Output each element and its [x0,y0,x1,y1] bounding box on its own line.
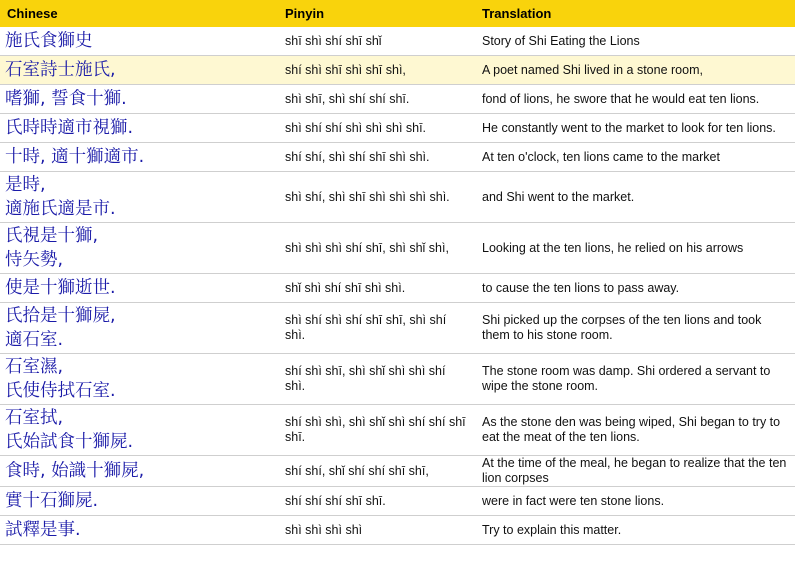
translation-cell: The stone room was damp. Shi ordered a servant to wipe the stone room. [475,354,795,405]
table-row [0,456,795,487]
chinese-cell: 實十石獅屍. [0,487,278,516]
pinyin-cell: shí shì shì, shì shǐ shì shí shí shī shī. [278,405,475,456]
pinyin-cell: shì shì shì shí shī, shì shǐ shì, [278,223,475,274]
translation-cell: Try to explain this matter. [475,516,795,545]
chinese-cell: 是時, 適施氏適是市. [0,172,278,223]
header-chinese: Chinese [0,0,278,27]
chinese-cell: 十時, 適十獅適市. [0,143,278,172]
chinese-cell: 試釋是事. [0,516,278,545]
pinyin-cell: shí shí, shì shí shī shì shì. [278,143,475,172]
table-row [0,274,795,303]
table-row [0,114,795,143]
table-row [0,172,795,223]
table-row [0,303,795,354]
chinese-cell: 石室濕, 氏使侍拭石室. [0,354,278,405]
pinyin-cell: shì shì shì shì [278,516,475,545]
chinese-cell: 食時, 始識十獅屍, [0,456,278,487]
translation-cell: He constantly went to the market to look for ten lions. [475,114,795,143]
pinyin-cell: shì shí shì shí shī shī, shì shí shì. [278,303,475,354]
table-row [0,85,795,114]
chinese-cell: 氏視是十獅, 恃矢勢, [0,223,278,274]
table-row [0,405,795,456]
pinyin-cell: shí shì shī shì shī shì, [278,56,475,85]
pinyin-cell: shí shí, shǐ shí shí shī shī, [278,456,475,487]
chinese-cell: 石室拭, 氏始試食十獅屍. [0,405,278,456]
chinese-cell: 使是十獅逝世. [0,274,278,303]
chinese-cell: 石室詩士施氏, [0,56,278,85]
table-row [0,27,795,56]
pinyin-cell: shí shí shí shī shī. [278,487,475,516]
chinese-cell: 氏拾是十獅屍, 適石室. [0,303,278,354]
translation-cell: As the stone den was being wiped, Shi began to try to eat the meat of the ten lions. [475,405,795,456]
translation-cell: and Shi went to the market. [475,172,795,223]
header-row [0,0,795,27]
header-translation: Translation [475,0,795,27]
translation-cell: Shi picked up the corpses of the ten lions and took them to his stone room. [475,303,795,354]
translation-cell: fond of lions, he swore that he would eat ten lions. [475,85,795,114]
pinyin-cell: shí shì shī, shì shǐ shì shì shí shì. [278,354,475,405]
table-row [0,354,795,405]
translation-cell: were in fact were ten stone lions. [475,487,795,516]
translation-cell: A poet named Shi lived in a stone room, [475,56,795,85]
translation-cell: to cause the ten lions to pass away. [475,274,795,303]
pinyin-cell: shī shì shí shī shǐ [278,27,475,56]
table-row [0,516,795,545]
chinese-cell: 嗜獅, 誓食十獅. [0,85,278,114]
translation-cell: Looking at the ten lions, he relied on his arrows [475,223,795,274]
pinyin-cell: shì shí, shì shī shì shì shì shì. [278,172,475,223]
translation-cell: At the time of the meal, he began to realize that the ten lion corpses [475,456,795,487]
table-row [0,487,795,516]
table-row [0,56,795,85]
pinyin-cell: shì shī, shì shí shí shī. [278,85,475,114]
pinyin-cell: shì shí shí shì shì shì shī. [278,114,475,143]
chinese-cell: 施氏食獅史 [0,27,278,56]
pinyin-cell: shǐ shì shí shī shì shì. [278,274,475,303]
header-pinyin: Pinyin [278,0,475,27]
table-row [0,223,795,274]
translation-cell: At ten o'clock, ten lions came to the market [475,143,795,172]
table-row [0,143,795,172]
chinese-cell: 氏時時適市視獅. [0,114,278,143]
translation-cell: Story of Shi Eating the Lions [475,27,795,56]
